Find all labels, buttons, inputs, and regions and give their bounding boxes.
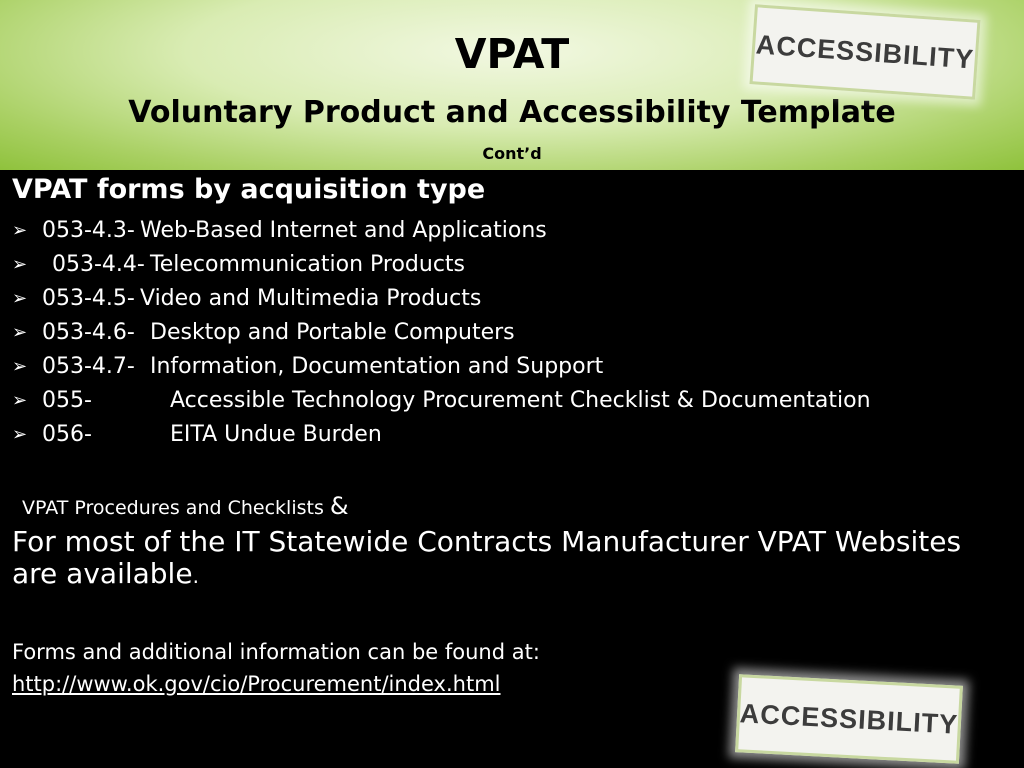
item-code: 053-4.5- xyxy=(42,286,135,311)
slide-title: VPAT xyxy=(454,30,570,78)
item-code: 053-4.7- xyxy=(42,354,135,379)
arrow-bullet-icon: ➢ xyxy=(12,220,28,241)
section-heading: VPAT forms by acquisition type xyxy=(12,174,486,205)
item-text: Web-Based Internet and Applications xyxy=(140,218,547,243)
slide-subtitle: Voluntary Product and Accessibility Template xyxy=(128,95,896,130)
procedures-text: VPAT Procedures and Checklists xyxy=(22,497,324,519)
procedures-ampersand: & xyxy=(329,492,349,520)
list-item xyxy=(10,320,1010,346)
arrow-bullet-icon: ➢ xyxy=(12,254,28,275)
accessibility-badge-bottom-text: ACCESSIBILITY xyxy=(739,697,959,740)
availability-text: For most of the IT Statewide Contracts Manufacturer VPAT Websites are available xyxy=(12,525,962,590)
continued-label: Cont’d xyxy=(482,144,542,163)
list-item xyxy=(10,218,1010,244)
item-code: 056- xyxy=(42,422,92,447)
list-item xyxy=(10,286,1010,312)
forms-info-text: Forms and additional information can be found at: xyxy=(12,640,540,664)
arrow-bullet-icon: ➢ xyxy=(12,424,28,445)
item-text: Accessible Technology Procurement Checklist & Documentation xyxy=(170,388,871,413)
acquisition-type-list xyxy=(10,218,1010,456)
item-text: Desktop and Portable Computers xyxy=(150,320,515,345)
list-item xyxy=(10,252,1010,278)
arrow-bullet-icon: ➢ xyxy=(12,288,28,309)
item-code: 055- xyxy=(42,388,92,413)
list-item xyxy=(10,388,1010,414)
accessibility-badge-top-text: ACCESSIBILITY xyxy=(754,28,976,75)
availability-period: . xyxy=(192,564,199,588)
item-text: Video and Multimedia Products xyxy=(140,286,482,311)
accessibility-badge-top xyxy=(749,4,980,100)
slide-content xyxy=(0,170,1024,768)
item-code: 053-4.6- xyxy=(42,320,135,345)
list-item xyxy=(10,354,1010,380)
procurement-link[interactable]: http://www.ok.gov/cio/Procurement/index.html xyxy=(12,672,501,696)
arrow-bullet-icon: ➢ xyxy=(12,322,28,343)
procedures-line xyxy=(22,492,349,520)
item-text: EITA Undue Burden xyxy=(170,422,382,447)
availability-paragraph xyxy=(12,526,1012,592)
item-text: Information, Documentation and Support xyxy=(150,354,604,379)
item-code: 053-4.4- xyxy=(52,252,145,277)
item-text: Telecommunication Products xyxy=(150,252,466,277)
arrow-bullet-icon: ➢ xyxy=(12,390,28,411)
list-item xyxy=(10,422,1010,448)
accessibility-badge-bottom xyxy=(735,674,963,764)
arrow-bullet-icon: ➢ xyxy=(12,356,28,377)
item-code: 053-4.3- xyxy=(42,218,135,243)
